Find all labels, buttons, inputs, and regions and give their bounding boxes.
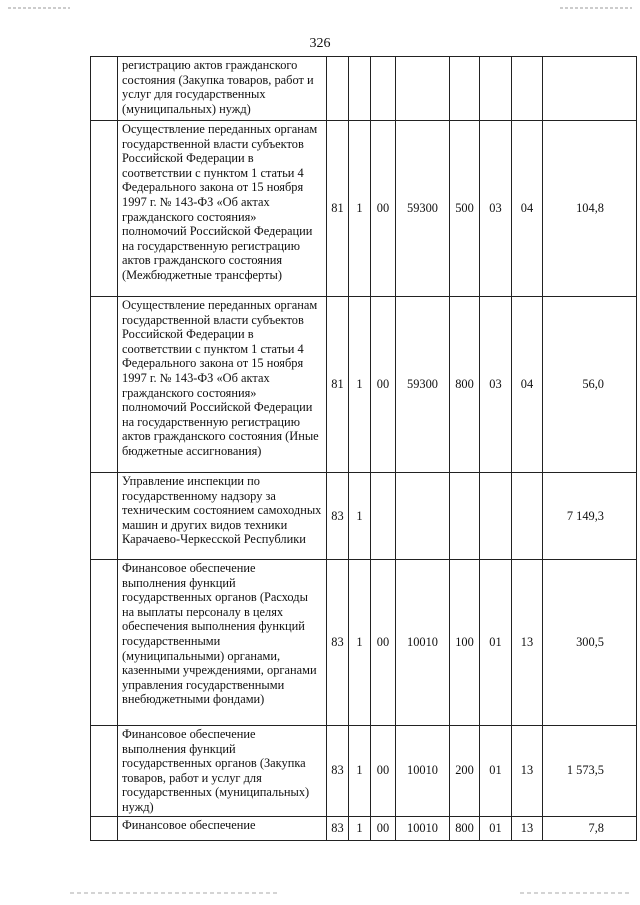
subsection-cell: 13	[512, 726, 543, 817]
article-cell	[396, 57, 450, 121]
blank-cell	[91, 816, 118, 840]
amount-cell: 7 149,3	[543, 473, 637, 560]
section-cell: 01	[480, 560, 512, 726]
section-cell: 01	[480, 726, 512, 817]
amount-cell: 7,8	[543, 816, 637, 840]
subprogram-cell	[349, 57, 371, 121]
subsection-cell: 04	[512, 121, 543, 297]
section-cell	[480, 57, 512, 121]
amount-cell	[543, 57, 637, 121]
direction-cell	[371, 57, 396, 121]
subprogram-cell: 1	[349, 121, 371, 297]
direction-cell: 00	[371, 726, 396, 817]
expense-type-cell	[450, 473, 480, 560]
description-cell: Осуществление переданных органам государственной власти субъектов Российской Федерации в соответствии с пунктом 1 статьи 4 Федерального закона от 15 ноября 1997 г. № 143-ФЗ «Об актах гражданского состояния» полномочий Российской Федерации на государственную регистрацию актов гражданского состояния (Иные бюджетные ассигнования)	[118, 297, 327, 473]
table-row	[91, 726, 637, 817]
blank-cell	[91, 297, 118, 473]
subprogram-cell: 1	[349, 726, 371, 817]
description-cell: Финансовое обеспечение выполнения функций государственных органов (Расходы на выплаты персоналу в целях обеспечения выполнения функций государственными (муниципальными) органами, казенными учреждениями, органами управления государственными внебюджетными фондами)	[118, 560, 327, 726]
description-cell: Управление инспекции по государственному надзору за техническим состоянием самоходных машин и других видов техники Карачаево-Черкесской Республики	[118, 473, 327, 560]
table-row	[91, 121, 637, 297]
article-cell: 10010	[396, 726, 450, 817]
subsection-cell: 13	[512, 560, 543, 726]
subprogram-cell: 1	[349, 297, 371, 473]
budget-code-cell: 83	[327, 473, 349, 560]
table-row	[91, 297, 637, 473]
article-cell	[396, 473, 450, 560]
description-cell: Осуществление переданных органам государственной власти субъектов Российской Федерации в соответствии с пунктом 1 статьи 4 Федерального закона от 15 ноября 1997 г. № 143-ФЗ «Об актах гражданского состояния» полномочий Российской Федерации на государственную регистрацию актов гражданского состояния (Межбюджетные трансферты)	[118, 121, 327, 297]
expense-type-cell: 500	[450, 121, 480, 297]
blank-cell	[91, 473, 118, 560]
table-row	[91, 560, 637, 726]
table-row	[91, 57, 637, 121]
subprogram-cell: 1	[349, 473, 371, 560]
article-cell: 59300	[396, 297, 450, 473]
subprogram-cell: 1	[349, 560, 371, 726]
expense-type-cell: 100	[450, 560, 480, 726]
subprogram-cell: 1	[349, 816, 371, 840]
subsection-cell	[512, 473, 543, 560]
section-cell: 03	[480, 121, 512, 297]
budget-code-cell	[327, 57, 349, 121]
budget-code-cell: 83	[327, 560, 349, 726]
expense-type-cell: 800	[450, 816, 480, 840]
section-cell	[480, 473, 512, 560]
budget-code-cell: 83	[327, 816, 349, 840]
amount-cell: 56,0	[543, 297, 637, 473]
budget-code-cell: 83	[327, 726, 349, 817]
blank-cell	[91, 57, 118, 121]
section-cell: 03	[480, 297, 512, 473]
blank-cell	[91, 726, 118, 817]
direction-cell: 00	[371, 297, 396, 473]
description-cell: Финансовое обеспечение выполнения функций государственных органов (Закупка товаров, работ и услуг для государственных (муниципальных) нужд)	[118, 726, 327, 817]
expense-type-cell	[450, 57, 480, 121]
amount-cell: 104,8	[543, 121, 637, 297]
page-number: 326	[309, 36, 331, 51]
expense-type-cell: 200	[450, 726, 480, 817]
description-cell: регистрацию актов гражданского состояния (Закупка товаров, работ и услуг для государственных (муниципальных) нужд)	[118, 57, 327, 121]
article-cell: 10010	[396, 816, 450, 840]
direction-cell: 00	[371, 121, 396, 297]
article-cell: 59300	[396, 121, 450, 297]
direction-cell: 00	[371, 560, 396, 726]
table-row	[91, 816, 637, 840]
description-cell: Финансовое обеспечение	[118, 816, 327, 840]
expense-type-cell: 800	[450, 297, 480, 473]
amount-cell: 300,5	[543, 560, 637, 726]
article-cell: 10010	[396, 560, 450, 726]
direction-cell	[371, 473, 396, 560]
blank-cell	[91, 560, 118, 726]
amount-cell: 1 573,5	[543, 726, 637, 817]
subsection-cell: 04	[512, 297, 543, 473]
blank-cell	[91, 121, 118, 297]
subsection-cell	[512, 57, 543, 121]
section-cell: 01	[480, 816, 512, 840]
budget-table	[90, 56, 637, 841]
table-row	[91, 473, 637, 560]
direction-cell: 00	[371, 816, 396, 840]
budget-code-cell: 81	[327, 121, 349, 297]
subsection-cell: 13	[512, 816, 543, 840]
budget-code-cell: 81	[327, 297, 349, 473]
